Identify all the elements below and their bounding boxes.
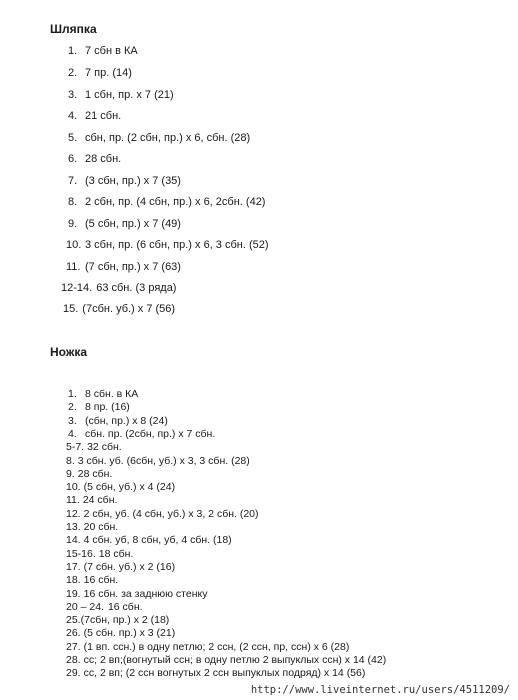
list-item [66, 468, 112, 480]
list-item [68, 428, 215, 440]
list-item-text: 63 сбн. (3 ряда) [96, 282, 177, 294]
list-item-number: 12. [66, 507, 81, 520]
list-item [66, 641, 349, 653]
list-item-number: 11. [66, 261, 81, 273]
list-item-text: 7 сбн в КА [85, 45, 138, 57]
list-item [66, 601, 143, 613]
list-item-number: 8. [68, 196, 78, 208]
list-item-text: 24 сбн. [82, 494, 118, 507]
list-item-text: 2 сбн, уб. (4 сбн, уб.) х 3, 2 сбн. (20) [83, 507, 259, 520]
list-item [68, 44, 138, 58]
list-item [66, 508, 259, 520]
list-item-number: 10. [66, 481, 81, 494]
list-item-number: 11. [66, 494, 80, 507]
list-item-number: 8. [66, 454, 75, 467]
list-item [68, 195, 265, 209]
list-item-number: 13. [66, 521, 81, 533]
list-item-number: 19. [66, 587, 81, 600]
list-item-number: 17. [66, 560, 81, 573]
list-item-text: 32 сбн. [87, 441, 122, 454]
list-item-text: 4 сбн. уб, 8 сбн, уб, 4 сбн. (18) [83, 534, 232, 547]
list-item-text: 3 сбн. уб. (6сбн, уб.) х 3, 3 сбн. (28) [77, 454, 250, 467]
list-item-number: 12-14. [61, 282, 93, 294]
list-item-text: 3 сбн, пр. (6 сбн, пр.) х 6, 3 сбн. (52) [85, 239, 269, 251]
list-item-text: сбн, пр. (2 сбн, пр.) х 6, сбн. (28) [85, 132, 251, 144]
list-item [66, 441, 122, 453]
list-item [66, 548, 133, 560]
list-item-number: 2. [68, 67, 78, 79]
list-item-number: 15-16. [66, 547, 96, 560]
list-item-number: 1. [68, 388, 77, 400]
list-item-text: сс, 2 вп; (2 ссн вогнутых 2 ссн выпуклых подряд) х 14 (56) [83, 667, 366, 680]
list-item-text: 2 сбн, пр. (4 сбн, пр.) х 6, 2сбн. (42) [85, 196, 266, 208]
watermark-url: http://www.liveinternet.ru/users/4511209/ [250, 684, 510, 696]
list-item-text: (7сбн, пр.) х 2 (18) [80, 614, 170, 627]
list-item [66, 614, 169, 626]
list-item [68, 88, 174, 102]
list-item-number: 27. [66, 640, 81, 653]
list-item-text: 16 сбн. [83, 574, 119, 587]
list-item-number: 25. [66, 614, 81, 627]
list-item [63, 302, 175, 316]
list-item-text: 8 сбн. в КА [85, 388, 139, 400]
list-item [68, 401, 130, 413]
list-item-number: 28. [66, 654, 81, 666]
list-item-text: сбн. пр. (2сбн, пр.) х 7 сбн. [85, 427, 216, 440]
list-item [66, 481, 175, 493]
list-item [68, 66, 132, 80]
list-item [68, 388, 138, 400]
list-item [66, 574, 118, 586]
list-item-text: (3 сбн, пр.) х 7 (35) [85, 175, 181, 187]
list-item [68, 217, 181, 231]
list-item-text: (1 вп. ссн.) в одну петлю; 2 ссн, (2 ссн, пр, ссн) х 6 (28) [83, 640, 350, 653]
section-title-hat: Шляпка [50, 22, 97, 36]
list-item-text: 16 сбн. [107, 600, 143, 613]
list-item-number: 3. [68, 89, 78, 101]
list-item-text: 20 сбн. [83, 521, 119, 533]
list-item [66, 588, 207, 600]
list-item [68, 131, 250, 145]
list-item-number: 4. [68, 427, 77, 440]
list-item-text: сс; 2 вп;(вогнутый ссн; в одну петлю 2 выпуклых ссн) х 14 (42) [83, 654, 387, 666]
list-item [66, 561, 175, 573]
list-item-text: (7сбн. уб.) х 7 (56) [82, 303, 176, 315]
list-item-number: 5. [68, 132, 78, 144]
section-title-stem: Ножка [50, 345, 88, 359]
list-item [66, 494, 117, 506]
list-item-text: (5 сбн, пр.) х 7 (49) [85, 218, 181, 230]
list-item [66, 238, 269, 252]
list-item-number: 29. [66, 667, 81, 680]
list-item-text: 8 пр. (16) [85, 401, 130, 414]
list-item-number: 7. [68, 175, 78, 187]
list-item-text: (сбн, пр.) х 8 (24) [85, 414, 168, 427]
list-item [66, 627, 175, 639]
list-item [66, 521, 118, 533]
list-item-number: 26. [66, 627, 81, 640]
list-item-text: 16 сбн. за заднюю стенку [83, 587, 208, 600]
list-item-text: (5 сбн, уб.) х 4 (24) [83, 481, 176, 494]
list-item-text: (7 сбн. уб.) х 2 (16) [83, 560, 176, 573]
list-item [66, 260, 181, 274]
list-item-number: 2. [68, 401, 77, 414]
list-item-number: 10. [66, 239, 82, 251]
list-item-text: (7 сбн, пр.) х 7 (63) [85, 261, 181, 273]
list-item-number: 20 – 24. [66, 600, 104, 613]
list-item-text: 1 сбн, пр. х 7 (21) [85, 89, 174, 101]
list-item-text: 7 пр. (14) [85, 67, 132, 79]
list-item [61, 281, 176, 295]
list-item-text: 28 сбн. [77, 467, 113, 480]
list-item [66, 455, 250, 467]
list-item-number: 3. [68, 414, 77, 427]
list-item [66, 534, 232, 546]
list-item-number: 6. [68, 153, 78, 165]
list-item-number: 5-7. [66, 441, 85, 454]
list-item-text: 18 сбн. [98, 547, 134, 560]
list-item [66, 667, 365, 679]
list-item-number: 15. [63, 303, 79, 315]
list-item-number: 18. [66, 574, 81, 587]
list-item-text: 28 сбн. [85, 153, 122, 165]
list-item [68, 109, 121, 123]
list-item-number: 1. [68, 45, 78, 57]
list-item-number: 9. [66, 467, 75, 480]
list-item [68, 174, 181, 188]
list-item [68, 152, 121, 166]
list-item-text: (5 сбн. пр.) х 3 (21) [83, 627, 176, 640]
list-item [66, 654, 386, 666]
list-item [68, 415, 168, 427]
list-item-number: 4. [68, 110, 78, 122]
list-item-text: 21 сбн. [85, 110, 122, 122]
list-item-number: 14. [66, 534, 81, 547]
list-item-number: 9. [68, 218, 78, 230]
